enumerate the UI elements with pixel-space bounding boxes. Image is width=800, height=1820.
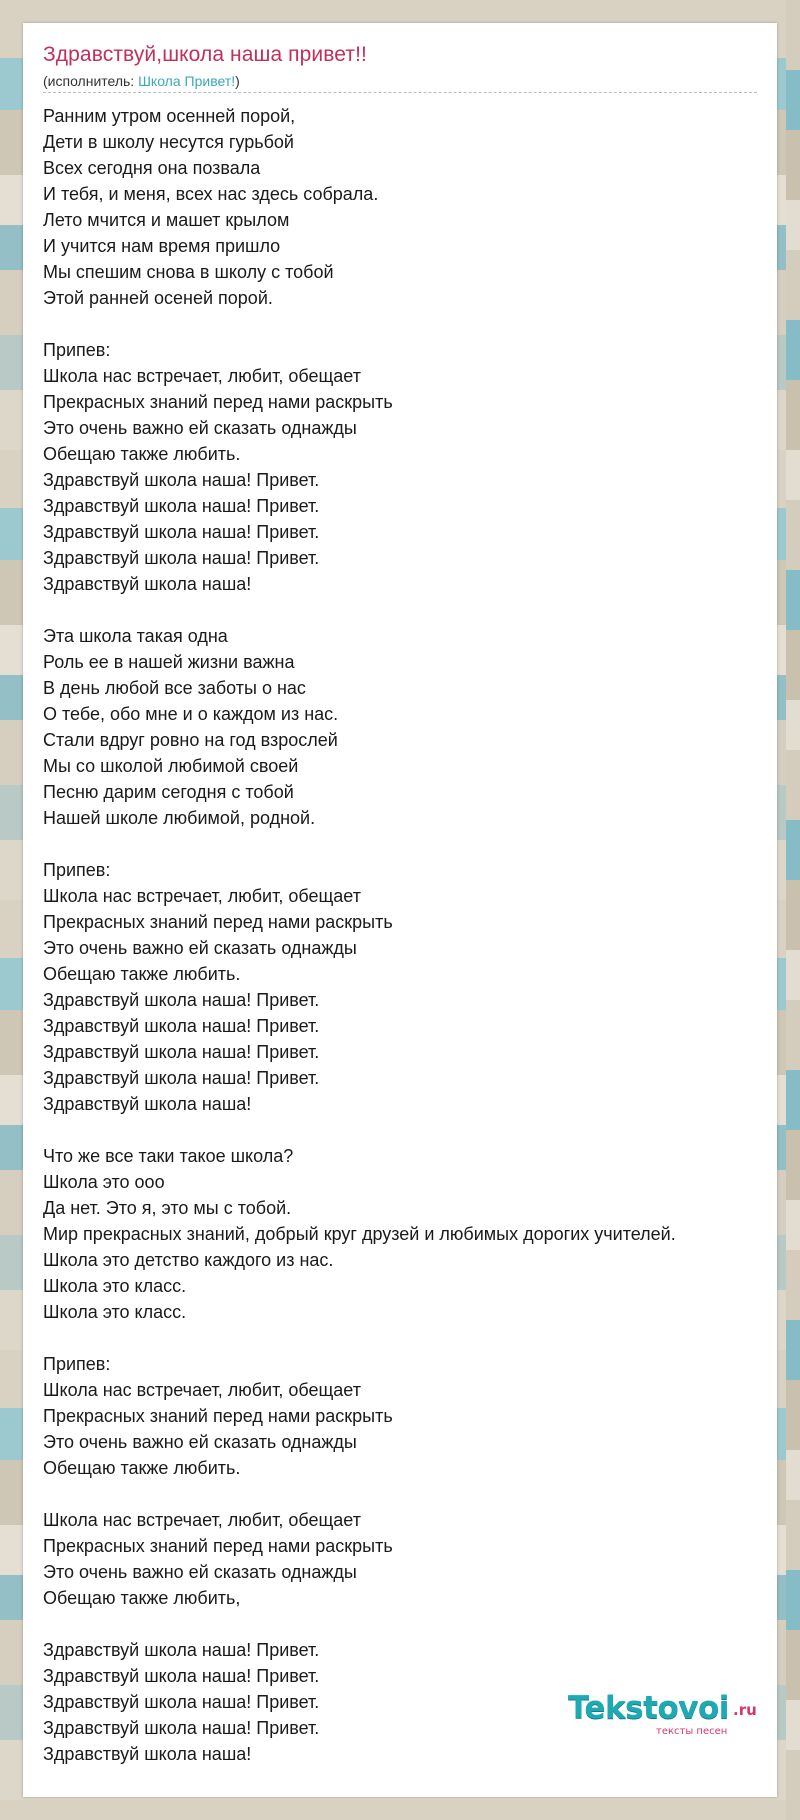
lyric-line: Школа это класс. <box>43 1302 187 1322</box>
lyric-line: Лето мчится и машет крылом <box>43 210 290 230</box>
lyric-line: Стали вдруг ровно на год взрослей <box>43 730 338 750</box>
lyric-line: Прекрасных знаний перед нами раскрыть <box>43 1406 393 1426</box>
lyric-line: Прекрасных знаний перед нами раскрыть <box>43 392 393 412</box>
lyric-line: Здравствуй школа наша! <box>43 1094 252 1114</box>
lyric-line: Здравствуй школа наша! Привет. <box>43 1068 320 1088</box>
lyric-line: Здравствуй школа наша! Привет. <box>43 470 320 490</box>
lyric-line: Это очень важно ей сказать однажды <box>43 1432 357 1452</box>
lyric-line: Мир прекрасных знаний, добрый круг друзей и любимых дорогих учителей. <box>43 1224 676 1244</box>
lyric-line: Это очень важно ей сказать однажды <box>43 418 357 438</box>
lyric-line: Здравствуй школа наша! <box>43 1744 252 1764</box>
lyric-line: О тебе, обо мне и о каждом из нас. <box>43 704 339 724</box>
lyric-line: Школа это класс. <box>43 1276 187 1296</box>
lyric-line: Школа нас встречает, любит, обещает <box>43 366 361 386</box>
lyric-line: Здравствуй школа наша! Привет. <box>43 496 320 516</box>
lyric-line: Школа нас встречает, любит, обещает <box>43 1510 361 1530</box>
lyric-line: Нашей школе любимой, родной. <box>43 808 316 828</box>
lyric-line: Припев: <box>43 1354 111 1374</box>
lyrics-card <box>23 23 777 1797</box>
lyric-line: Обещаю также любить, <box>43 1588 241 1608</box>
lyric-line: Здравствуй школа наша! Привет. <box>43 548 320 568</box>
background-stripes <box>786 0 800 1820</box>
artist-line <box>43 73 757 93</box>
lyric-line: Здравствуй школа наша! Привет. <box>43 1692 320 1712</box>
lyric-line: Роль ее в нашей жизни важна <box>43 652 295 672</box>
lyric-line: Здравствуй школа наша! Привет. <box>43 1718 320 1738</box>
stanza-gap <box>43 1117 773 1143</box>
lyric-line: Здравствуй школа наша! Привет. <box>43 1042 320 1062</box>
lyric-line: Школа это детство каждого из нас. <box>43 1250 334 1270</box>
artist-prefix: (исполнитель: <box>43 73 139 89</box>
lyric-line: И учится нам время пришло <box>43 236 281 256</box>
lyric-line: Здравствуй школа наша! Привет. <box>43 1666 320 1686</box>
lyric-line: В день любой все заботы о нас <box>43 678 306 698</box>
stanza-gap <box>43 597 773 623</box>
lyric-line: Припев: <box>43 860 111 880</box>
lyric-line: Да нет. Это я, это мы с тобой. <box>43 1198 292 1218</box>
lyric-line: Школа нас встречает, любит, обещает <box>43 1380 361 1400</box>
lyric-line: Мы со школой любимой своей <box>43 756 299 776</box>
lyric-line: Этой ранней осеней порой. <box>43 288 273 308</box>
lyrics-body <box>43 103 773 1767</box>
stanza-gap <box>43 1325 773 1351</box>
lyric-line: Что же все таки такое школа? <box>43 1146 294 1166</box>
logo-wordmark: Tekstovoi <box>568 1690 729 1726</box>
lyric-line: Ранним утром осенней порой, <box>43 106 296 126</box>
lyric-line: Обещаю также любить. <box>43 1458 241 1478</box>
stanza-gap <box>43 831 773 857</box>
lyric-line: Здравствуй школа наша! <box>43 574 252 594</box>
lyric-line: Обещаю также любить. <box>43 444 241 464</box>
lyric-line: Здравствуй школа наша! Привет. <box>43 990 320 1010</box>
lyric-line: Прекрасных знаний перед нами раскрыть <box>43 1536 393 1556</box>
lyric-line: Обещаю также любить. <box>43 964 241 984</box>
artist-suffix: ) <box>235 73 240 89</box>
lyric-line: Школа нас встречает, любит, обещает <box>43 886 361 906</box>
stanza-gap <box>43 1611 773 1637</box>
site-logo[interactable] <box>568 1688 768 1748</box>
lyric-line: Песню дарим сегодня с тобой <box>43 782 294 802</box>
lyric-line: Припев: <box>43 340 111 360</box>
lyric-line: Дети в школу несутся гурьбой <box>43 132 294 152</box>
lyric-line: Это очень важно ей сказать однажды <box>43 1562 357 1582</box>
lyric-line: Мы спешим снова в школу с тобой <box>43 262 334 282</box>
song-title: Здравствуй,школа наша привет!! <box>43 43 367 66</box>
lyric-line: Это очень важно ей сказать однажды <box>43 938 357 958</box>
artist-link[interactable]: Школа Привет! <box>138 73 236 89</box>
lyric-line: Всех сегодня она позвала <box>43 158 261 178</box>
lyric-line: Школа это ооо <box>43 1172 165 1192</box>
logo-tagline: тексты песен <box>656 1726 728 1737</box>
logo-tld: .ru <box>733 1701 757 1719</box>
stanza-gap <box>43 311 773 337</box>
lyric-line: И тебя, и меня, всех нас здесь собрала. <box>43 184 379 204</box>
lyric-line: Здравствуй школа наша! Привет. <box>43 522 320 542</box>
lyric-line: Эта школа такая одна <box>43 626 228 646</box>
lyric-line: Здравствуй школа наша! Привет. <box>43 1640 320 1660</box>
lyric-line: Здравствуй школа наша! Привет. <box>43 1016 320 1036</box>
lyric-line: Прекрасных знаний перед нами раскрыть <box>43 912 393 932</box>
stanza-gap <box>43 1481 773 1507</box>
